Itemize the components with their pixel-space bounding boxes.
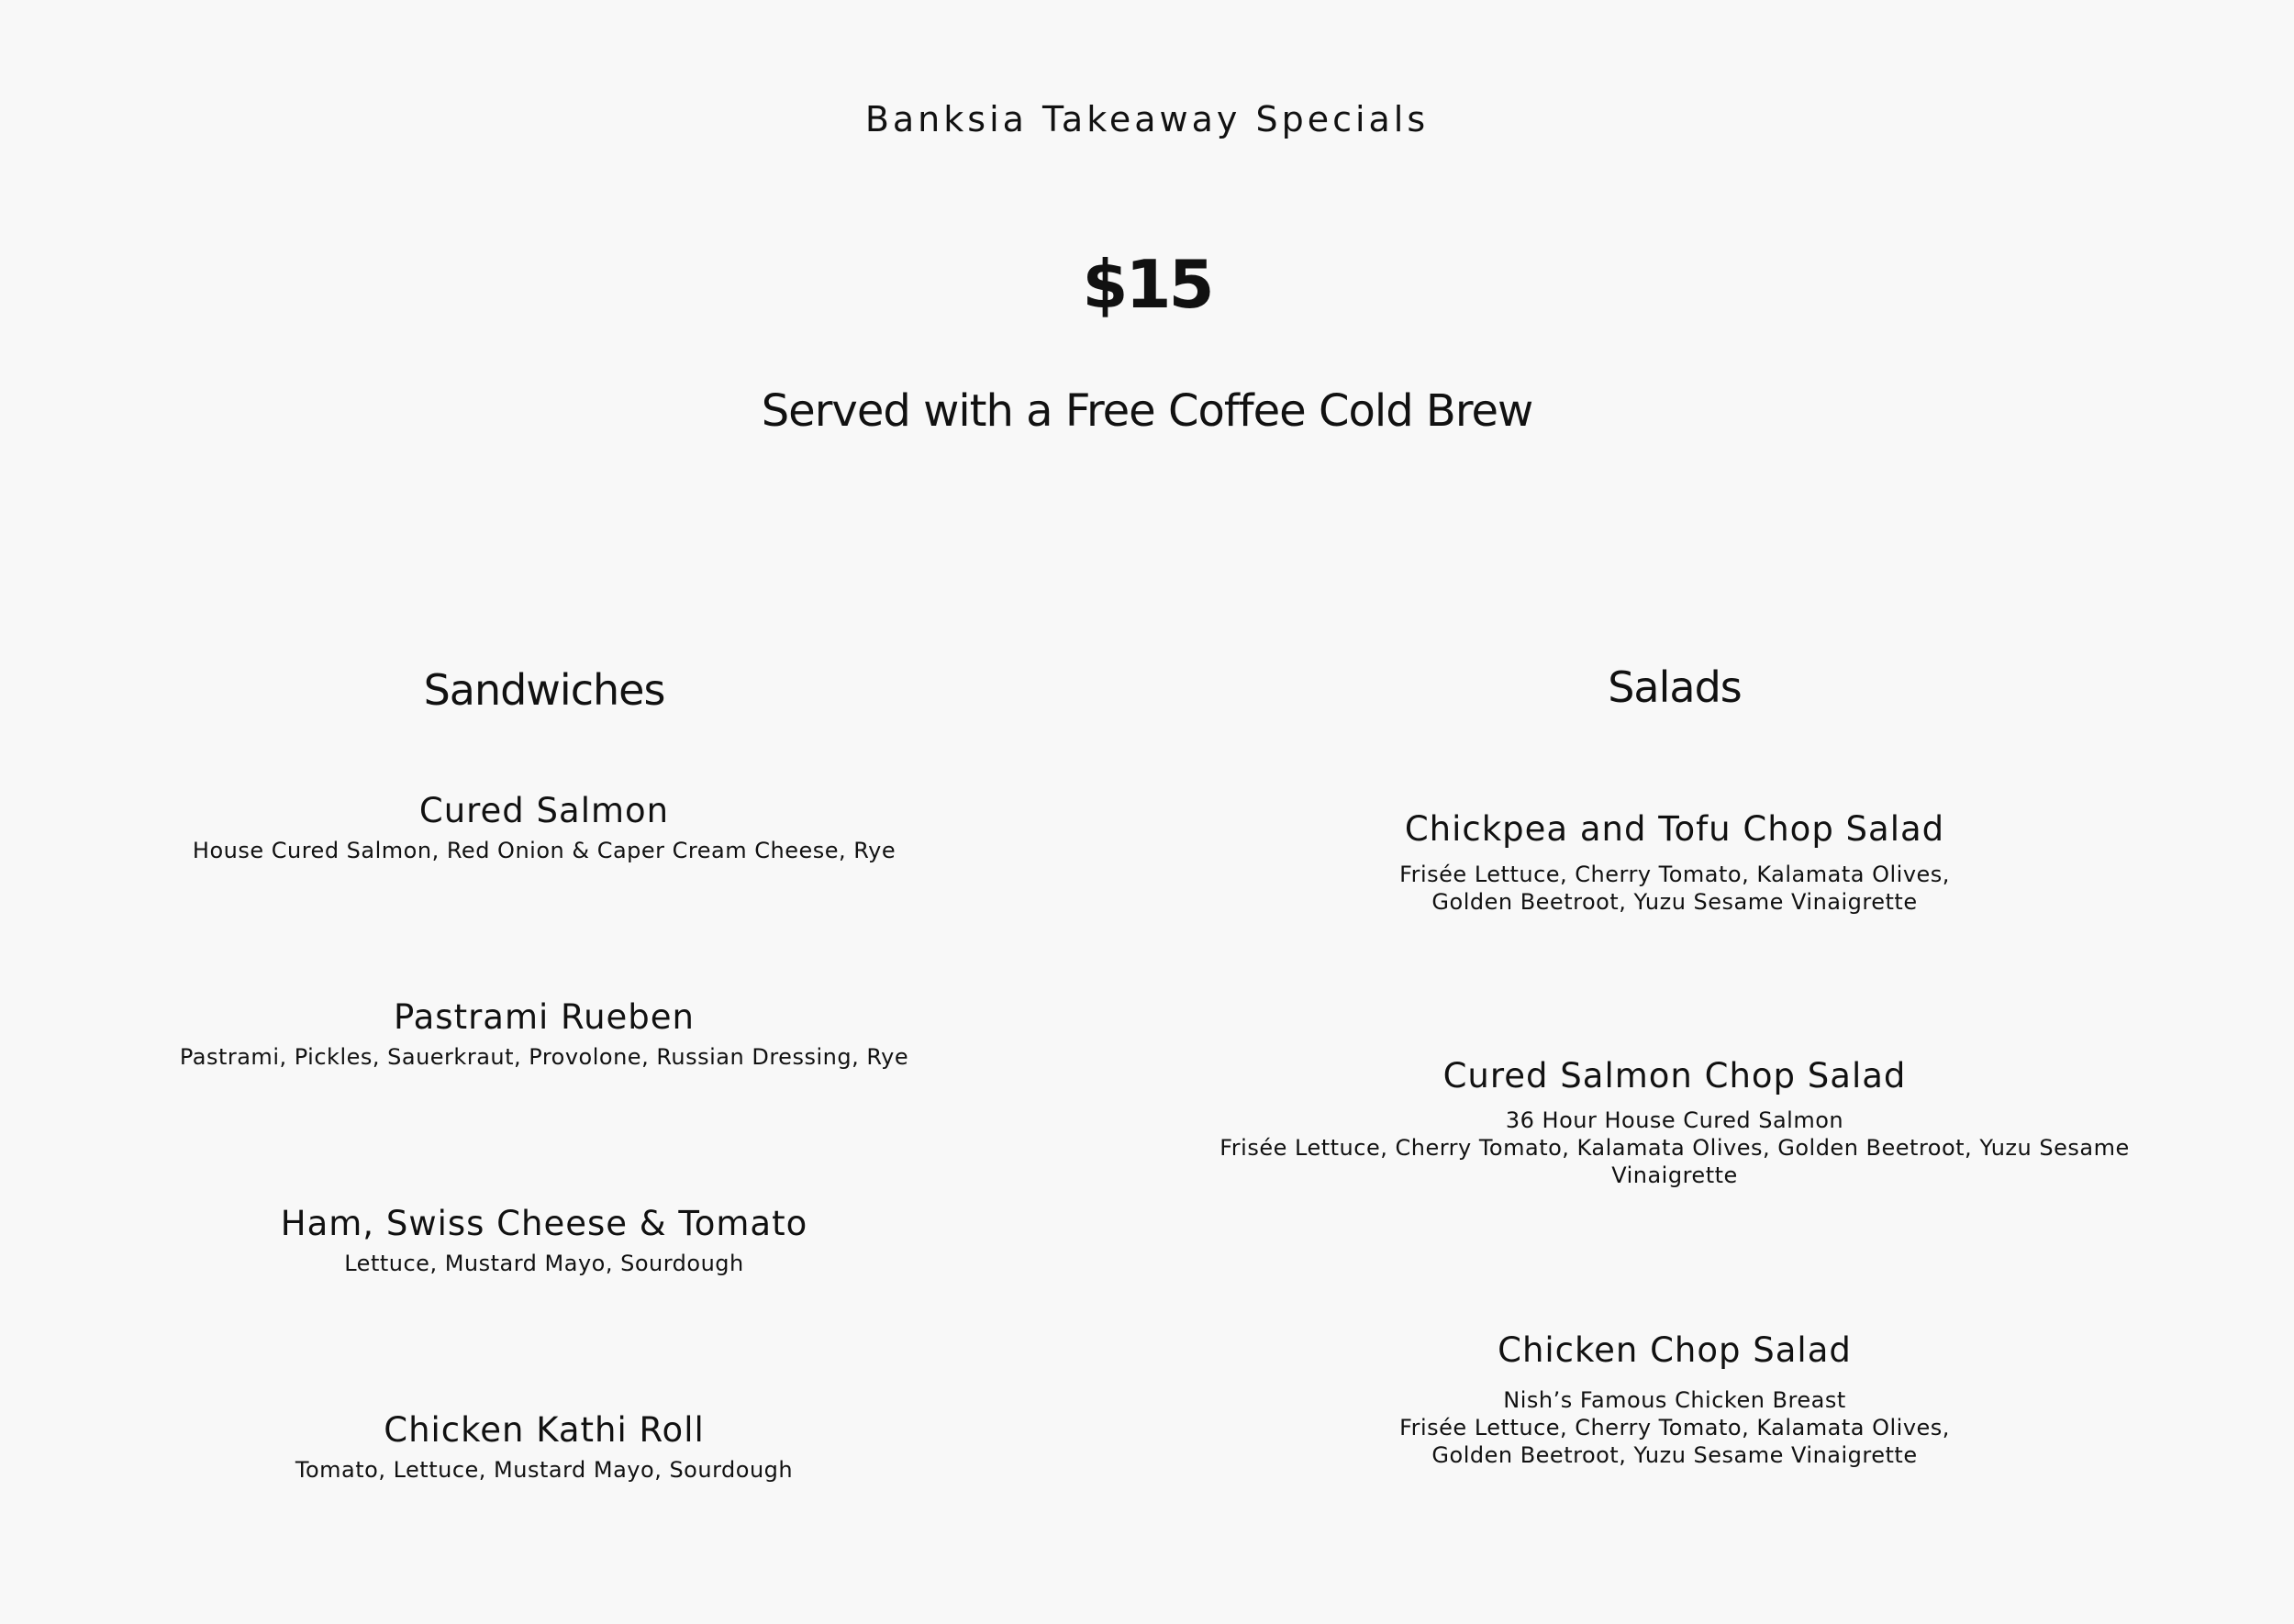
sandwich-item-desc: Tomato, Lettuce, Mustard Mayo, Sourdough [295,1457,794,1483]
menu-title: Banksia Takeaway Specials [864,99,1430,139]
salad-item-desc-line: Frisée Lettuce, Cherry Tomato, Kalamata Olives, Golden Beetroot, Yuzu Sesame [1219,1135,2130,1161]
subtitle: Served with a Free Coffee Cold Brew [761,385,1533,437]
salad-item-desc-line: Golden Beetroot, Yuzu Sesame Vinaigrette [1431,1442,1918,1468]
salad-item-desc-line: Golden Beetroot, Yuzu Sesame Vinaigrette [1431,889,1918,915]
sandwich-item-name: Chicken Kathi Roll [384,1410,705,1450]
salads-heading: Salads [1608,662,1742,712]
salad-item-name: Cured Salmon Chop Salad [1442,1056,1907,1096]
salad-item-name: Chickpea and Tofu Chop Salad [1404,809,1945,849]
sandwiches-heading: Sandwiches [423,665,665,715]
salad-item-desc-line: Frisée Lettuce, Cherry Tomato, Kalamata Olives, [1399,862,1950,887]
salad-item-desc-line: Vinaigrette [1611,1162,1738,1188]
salad-item-desc-line: 36 Hour House Cured Salmon [1505,1107,1844,1133]
sandwich-item-desc: Lettuce, Mustard Mayo, Sourdough [344,1251,744,1276]
sandwich-item-name: Cured Salmon [418,791,670,830]
sandwich-item-desc: Pastrami, Pickles, Sauerkraut, Provolone, Russian Dressing, Rye [179,1044,909,1070]
salad-item-name: Chicken Chop Salad [1498,1330,1852,1370]
salad-item-desc-line: Frisée Lettuce, Cherry Tomato, Kalamata Olives, [1399,1415,1950,1440]
salad-item-desc-line: Nish’s Famous Chicken Breast [1503,1387,1846,1413]
sandwich-item-desc: House Cured Salmon, Red Onion & Caper Cream Cheese, Rye [192,838,896,863]
sandwich-item-name: Pastrami Rueben [393,997,696,1037]
sandwich-item-name: Ham, Swiss Cheese & Tomato [280,1204,808,1243]
price: $15 [1082,246,1212,323]
